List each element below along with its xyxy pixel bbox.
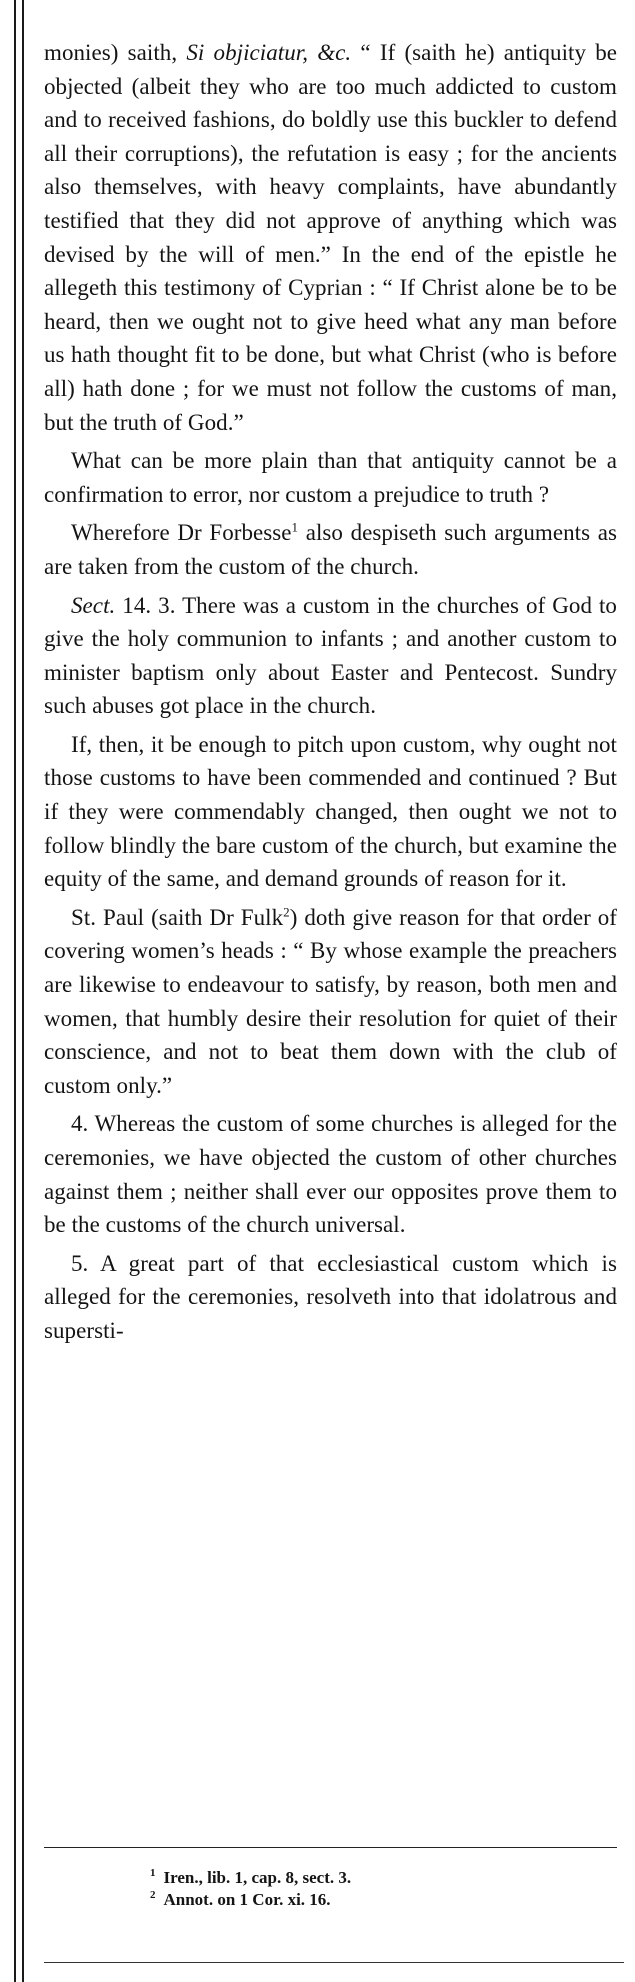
body-text: St. Paul (saith Dr Fulk (71, 904, 284, 930)
paragraph (44, 516, 617, 583)
body-text: monies) saith, (44, 40, 187, 65)
page-border-inner-rule (22, 0, 24, 1982)
footnote (150, 1867, 550, 1889)
footnote-reference: 2 (283, 904, 290, 920)
body-text: If, then, it be enough to pitch upon custom, why ought not those customs to have been commended and continued ? But if they were commendably changed, then ought we not to follow blindly the bare custom of the church, but examine the equity of the same, and demand grounds of reason for it. (44, 731, 617, 892)
paragraph (44, 1107, 617, 1241)
footnote-reference: 1 (291, 519, 299, 535)
footnote (150, 1889, 550, 1911)
body-text: ) doth give reason for that order of covering women’s heads : “ By whose example the preachers are likewise to endeavour to satisfy, by reason, both men and women, that humbly desire their resolution for quiet of their conscience, and not to beat them down with the club of custom only.” (44, 904, 617, 1098)
paragraph (44, 444, 617, 511)
italic-text: Sect. (71, 592, 116, 618)
footnote-number: 1 (150, 1867, 156, 1880)
paragraph (44, 728, 617, 896)
page-body (44, 36, 617, 1353)
body-text: also despiseth such arguments as are taken from the custom of the church. (44, 520, 617, 579)
body-text: “ If (saith he) antiquity be objected (albeit they who are too much addicted to custom and to received fashions, do boldly use this buckler to defend all their corruptions), the refutation is easy ; for the ancients also themselves, with heavy complaints, have abundantly testified that they did not approve of anything which was devised by the will of men.” In the end of the epistle he allegeth this testimony of Cyprian : “ If Christ alone be to be heard, then we ought not to give heed what any man before us hath thought fit to be done, but what Christ (who is before all) hath done ; for we must not follow the customs of man, but the truth of God.” (44, 40, 618, 435)
page-bottom-rule (44, 1962, 624, 1963)
body-text: 4. Whereas the custom of some churches is alleged for the ceremonies, we have objected the custom of other churches against them ; neither shall ever our opposites prove them to be the customs of the church universal. (44, 1111, 617, 1238)
footnote-number: 2 (150, 1889, 156, 1902)
paragraph (44, 36, 617, 439)
footnote-text: Iren., lib. 1, cap. 8, sect. 3. (163, 1868, 352, 1887)
footnote-separator (44, 1847, 617, 1848)
page-border-outer-rule (14, 0, 16, 1982)
paragraph (44, 1247, 617, 1348)
body-text: 5. A great part of that ecclesiastical custom which is alleged for the ceremonies, resolveth into that idolatrous and supersti- (44, 1250, 617, 1343)
footnote-text: Annot. on 1 Cor. xi. 16. (163, 1890, 331, 1909)
body-text: 14. 3. There was a custom in the churches of God to give the holy communion to infants ; and another custom to minister baptism only about Easter and Pentecost. Sundry such abuses got place in the church. (44, 592, 617, 719)
paragraph (44, 901, 617, 1103)
paragraph (44, 589, 617, 723)
italic-text: Si objiciatur, &c. (186, 40, 352, 65)
footnotes (150, 1867, 550, 1911)
body-text: What can be more plain than that antiquity cannot be a confirmation to error, nor custom a prejudice to truth ? (44, 448, 617, 507)
body-text: Wherefore Dr Forbesse (71, 520, 292, 546)
